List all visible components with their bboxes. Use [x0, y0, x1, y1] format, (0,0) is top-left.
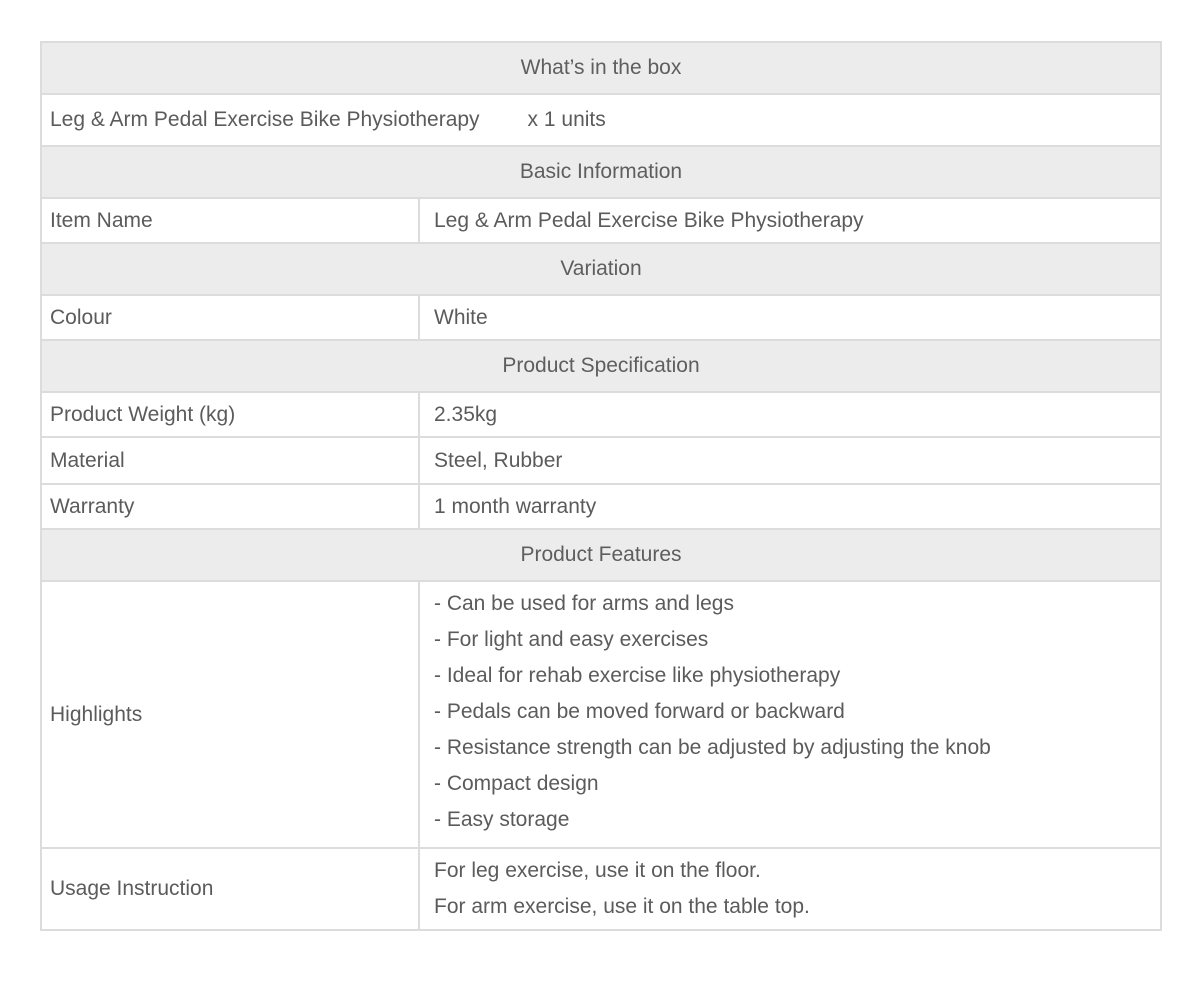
row-product-weight — [41, 392, 1161, 437]
highlight-item: - Ideal for rehab exercise like physiotherapy — [434, 664, 841, 687]
highlight-item: - Pedals can be moved forward or backward — [434, 700, 845, 723]
highlight-item: - Compact design — [434, 772, 599, 795]
section-variation — [41, 243, 1161, 295]
usage-line: For arm exercise, use it on the table top. — [434, 895, 810, 918]
material-label: Material — [41, 437, 419, 484]
section-title-basic: Basic Information — [41, 146, 1161, 198]
row-material — [41, 437, 1161, 484]
product-spec-table — [40, 41, 1162, 931]
usage-instruction-label: Usage Instruction — [41, 848, 419, 930]
box-item-row — [41, 94, 1161, 146]
row-warranty — [41, 484, 1161, 529]
colour-value: White — [419, 295, 1161, 340]
section-title-variation: Variation — [41, 243, 1161, 295]
row-usage-instruction — [41, 848, 1161, 930]
box-item-qty: x 1 units — [527, 108, 606, 131]
highlight-item: - Resistance strength can be adjusted by adjusting the knob — [434, 736, 991, 759]
item-name-value: Leg & Arm Pedal Exercise Bike Physiotherapy — [419, 198, 1161, 243]
item-name-label: Item Name — [41, 198, 419, 243]
usage-instruction-value — [419, 848, 1161, 930]
product-weight-label: Product Weight (kg) — [41, 392, 419, 437]
section-title-spec: Product Specification — [41, 340, 1161, 392]
usage-line: For leg exercise, use it on the floor. — [434, 859, 761, 882]
box-item-name: Leg & Arm Pedal Exercise Bike Physiotherapy — [50, 108, 480, 131]
material-value: Steel, Rubber — [419, 437, 1161, 484]
section-product-features — [41, 529, 1161, 581]
section-basic-information — [41, 146, 1161, 198]
box-item-cell — [41, 94, 1161, 146]
section-title-features: Product Features — [41, 529, 1161, 581]
row-item-name — [41, 198, 1161, 243]
section-product-specification — [41, 340, 1161, 392]
section-whats-in-the-box — [41, 42, 1161, 94]
row-colour — [41, 295, 1161, 340]
colour-label: Colour — [41, 295, 419, 340]
warranty-label: Warranty — [41, 484, 419, 529]
highlight-item: - Easy storage — [434, 808, 570, 831]
highlight-item: - Can be used for arms and legs — [434, 592, 734, 615]
warranty-value: 1 month warranty — [419, 484, 1161, 529]
row-highlights — [41, 581, 1161, 848]
highlight-item: - For light and easy exercises — [434, 628, 709, 651]
section-title-box: What’s in the box — [41, 42, 1161, 94]
product-weight-value: 2.35kg — [419, 392, 1161, 437]
highlights-label: Highlights — [41, 581, 419, 848]
highlights-value — [419, 581, 1161, 848]
